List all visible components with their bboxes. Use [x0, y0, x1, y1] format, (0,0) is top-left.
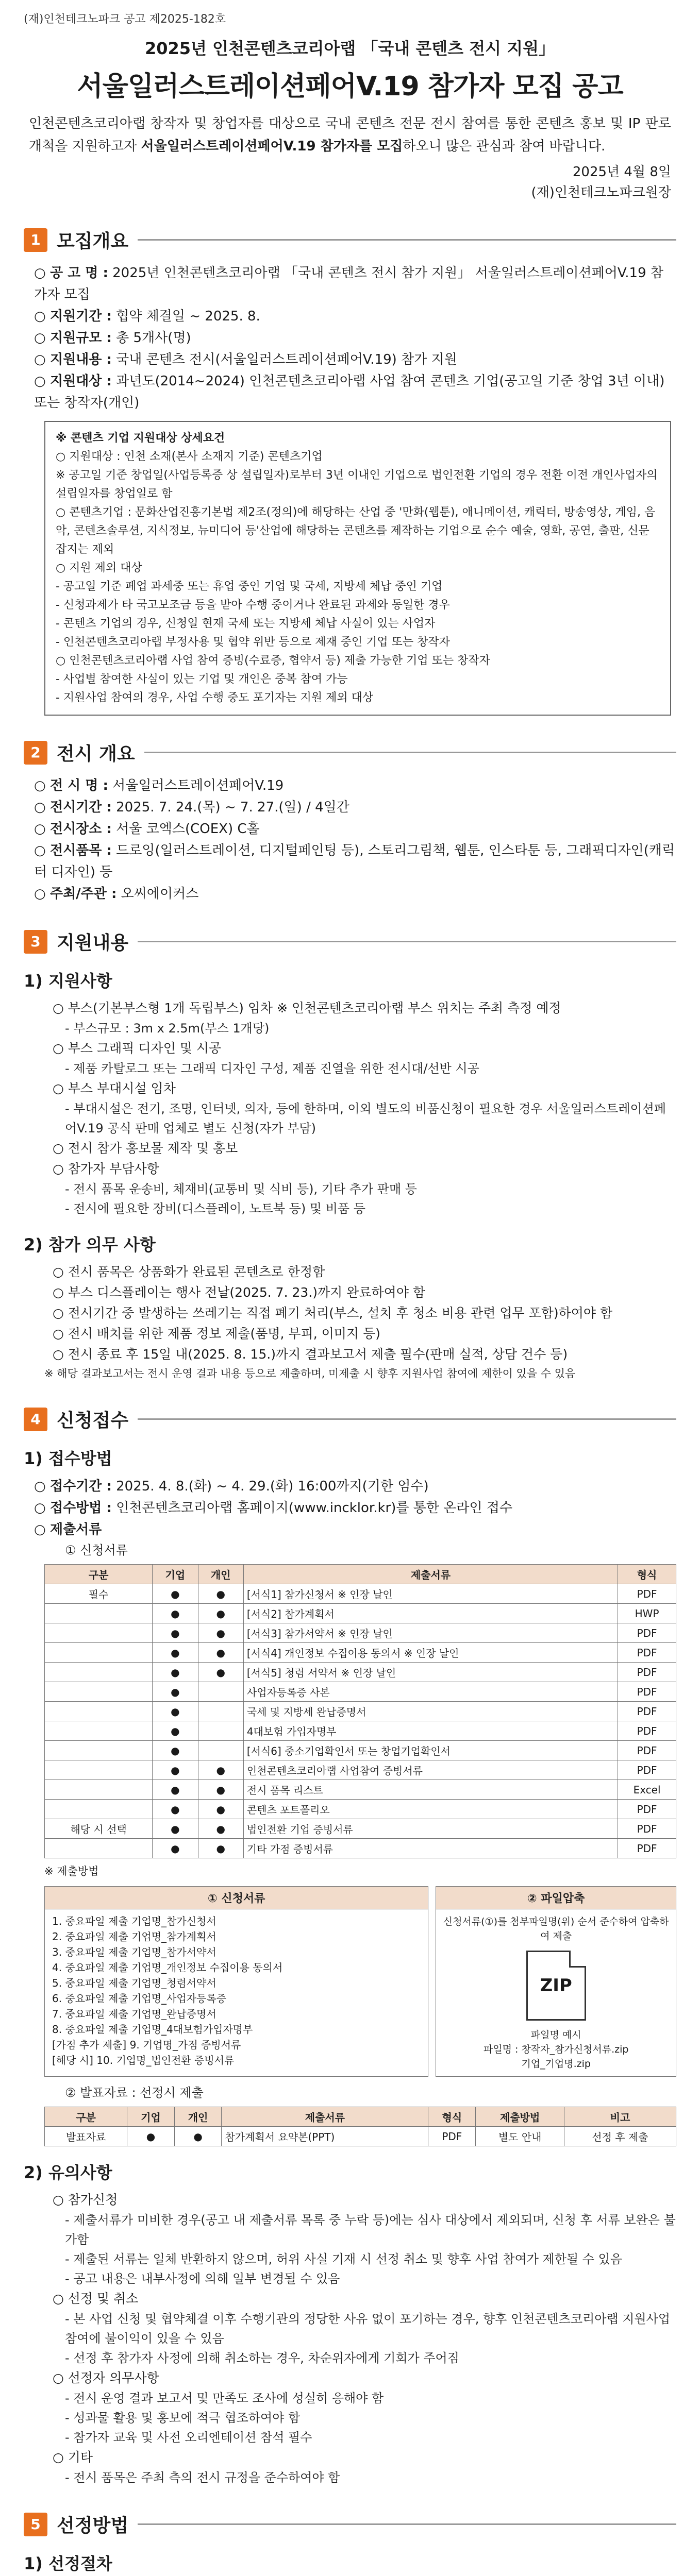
list-line: - 전시 운영 결과 보고서 및 만족도 조사에 성실히 응해야 함: [65, 2391, 384, 2405]
table-row: [45, 1721, 676, 1741]
table-cell: ●: [153, 1584, 198, 1604]
sample-file-list: [44, 1886, 428, 2077]
sample-right-head: ② 파일압축: [436, 1887, 676, 1909]
row-label: 제출서류: [49, 1522, 102, 1537]
row-label: 주최/주관 :: [49, 886, 117, 902]
table-row: [45, 1780, 676, 1800]
table-cell: PDF: [618, 1760, 676, 1780]
sample-line: 3. 중요파일 제출 기업명_참가서약서: [52, 1946, 216, 1958]
info-row: ○ 지원기간 : 협약 체결일 ~ 2025. 8.: [34, 309, 260, 324]
table-cell: ●: [127, 2127, 175, 2146]
box-line: ○ 지원 제외 대상: [56, 562, 142, 574]
list-line: - 제품 카탈로그 또는 그래픽 디자인 구성, 제품 진열을 위한 전시대/선반 시공: [65, 1061, 479, 1076]
table-header-cell: 구분: [45, 2107, 127, 2127]
table-cell: 사업자등록증 사본: [243, 1682, 618, 1702]
row-label: 지원기간 :: [49, 309, 112, 324]
subsection-title: 2) 유의사항: [24, 2163, 112, 2182]
list-line: ○ 참가자 부담사항: [53, 1161, 159, 1176]
sample-left-body: [45, 1909, 428, 2072]
table-cell: [198, 1702, 243, 1721]
sample-line: 4. 중요파일 제출 기업명_개인정보 수집이용 동의서: [52, 1961, 283, 1974]
list-line: ○ 전시 참가 홍보물 제작 및 홍보: [53, 1141, 238, 1156]
table-cell: [198, 1741, 243, 1760]
table-row: [45, 1741, 676, 1760]
info-row: ○ 제출서류: [34, 1522, 102, 1537]
table-cell: ●: [198, 1604, 243, 1623]
section-number: 4: [24, 1408, 47, 1431]
table-cell: [45, 1741, 153, 1760]
submission-note: ※ 제출방법: [44, 1865, 99, 1877]
list-line: - 공고 내용은 내부사정에 의해 일부 변경될 수 있음: [65, 2272, 340, 2286]
table-header-cell: 개인: [198, 1565, 243, 1584]
organization: (재)인천테크노파크원장: [531, 185, 671, 200]
info-row: ○ 지원대상 : 과년도(2014~2024) 인천콘텐츠코리아랩 사업 참여 콘텐츠 기업(공고일 기준 창업 3년 이내) 또는 창작자(개인): [34, 374, 665, 411]
table-cell: PDF: [618, 1623, 676, 1643]
list-line: - 제출서류가 미비한 경우(공고 내 제출서류 목록 중 누락 등)에는 심사 대상에서 제외되며, 신청 후 서류 보완은 불가함: [65, 2213, 676, 2247]
table-cell: Excel: [618, 1780, 676, 1800]
intro-text-1: 인천콘텐츠코리아랩 창작자 및 창업자를 대상으로 국내 콘텐츠 전문 전시 참여를 통한 콘텐츠 홍보 및 IP 판로 개척을 지원하고자: [29, 116, 671, 154]
row-label: 전시기간 :: [49, 800, 112, 815]
sample-line: 2. 중요파일 제출 기업명_참가계획서: [52, 1930, 216, 1943]
zip-label: ZIP: [540, 1975, 572, 1996]
row-value: 서울일러스트레이션페어V.19: [112, 778, 284, 793]
row-value: 2025. 7. 24.(목) ~ 7. 27.(일) / 4일간: [116, 800, 349, 815]
eligibility-box: [44, 421, 671, 716]
row-value: 국내 콘텐츠 전시(서울일러스트레이션페어V.19) 참가 지원: [116, 352, 457, 367]
table-cell: PDF: [618, 1800, 676, 1819]
table-cell: [45, 1623, 153, 1643]
subsection-title: 1) 접수방법: [24, 1449, 112, 1468]
intro-paragraph: [24, 112, 676, 158]
row-label: 접수방법 :: [49, 1500, 112, 1516]
table-cell: ●: [198, 1819, 243, 1839]
table-cell: [45, 1780, 153, 1800]
table-row: [45, 1839, 676, 1858]
title-block: [24, 36, 676, 103]
list-line: ○ 선정 및 취소: [53, 2291, 139, 2306]
row-value: 인천콘텐츠코리아랩 홈페이지(www.incklor.kr)를 통한 온라인 접수: [116, 1500, 513, 1516]
presentation-caption: ② 발표자료 : 선정시 제출: [65, 2086, 204, 2100]
table-row: [45, 2127, 676, 2146]
section-title: 선정방법: [57, 2515, 129, 2536]
table-cell: ●: [153, 1623, 198, 1643]
table-row: [45, 1800, 676, 1819]
sample-line: 7. 중요파일 제출 기업명_완납증명서: [52, 2008, 216, 2020]
row-label: 전시장소 :: [49, 821, 112, 837]
list-line: - 전시에 필요한 장비(디스플레이, 노트북 등) 및 비품 등: [65, 1201, 365, 1216]
zip-area: [436, 1909, 676, 2076]
table-header-cell: 비고: [564, 2107, 676, 2127]
row-value: 과년도(2014~2024) 인천콘텐츠코리아랩 사업 참여 콘텐츠 기업(공고일 기준 창업 3년 이내) 또는 창작자(개인): [34, 374, 665, 411]
intro-text-2: 하오니 많은 관심과 참여 바랍니다.: [403, 139, 606, 154]
table-cell: 인천콘텐츠코리아랩 사업참여 증빙서류: [243, 1760, 618, 1780]
table-cell: [45, 1604, 153, 1623]
zip-filename-block: 파일명 예시 파일명 : 창작자_참가신청서류.zip 기업_기업명.zip: [483, 2029, 629, 2070]
info-row: ○ 지원규모 : 총 5개사(명): [34, 330, 191, 346]
sample-line: [해당 시] 10. 기업명_법인전환 증빙서류: [52, 2054, 235, 2066]
list-line: ○ 부스(기본부스형 1개 독립부스) 임차 ※ 인천콘텐츠코리아랩 부스 위치는 주최 측정 예정: [53, 1001, 561, 1015]
box-line: - 콘텐츠 기업의 경우, 신청일 현재 국세 또는 지방세 체납 사실이 있는 사업자: [56, 617, 436, 630]
table-cell: ●: [198, 1780, 243, 1800]
table-cell: [45, 1663, 153, 1682]
section-1-rows: [24, 262, 676, 414]
section-number: 2: [24, 741, 47, 765]
sample-line: [가점 추가 제출] 9. 기업명_가점 증빙서류: [52, 2039, 241, 2051]
table-row: [45, 1760, 676, 1780]
table-cell: 발표자료: [45, 2127, 127, 2146]
table-cell: [서식1] 참가신청서 ※ 인장 날인: [243, 1584, 618, 1604]
table-cell: PDF: [618, 1702, 676, 1721]
section-divider: [138, 1418, 676, 1420]
table-cell: PDF: [618, 1839, 676, 1858]
table-cell: [45, 1643, 153, 1663]
submission-sample: [44, 1886, 676, 2077]
list-line: ○ 부스 그래픽 디자인 및 시공: [53, 1041, 222, 1056]
zip-example: 기업_기업명.zip: [521, 2058, 591, 2070]
row-label: 전 시 명 :: [49, 778, 108, 793]
table-cell: [45, 1682, 153, 1702]
intro-bold: 서울일러스트레이션페어V.19 참가자를 모집: [141, 139, 403, 154]
section-number: 3: [24, 930, 47, 954]
table-row: [45, 1663, 676, 1682]
table-cell: ●: [153, 1741, 198, 1760]
table-cell: ●: [153, 1604, 198, 1623]
list-line: ○ 기타: [53, 2450, 93, 2465]
table-cell: [45, 1800, 153, 1819]
table-cell: ●: [153, 1702, 198, 1721]
sample-zip: [436, 1886, 676, 2077]
list-line: - 본 사업 신청 및 협약체결 이후 수행기관의 정당한 사유 없이 포기하는 경우, 향후 인천콘텐츠코리아랩 지원사업 참여에 불이익이 있을 수 있음: [65, 2312, 670, 2346]
box-line: - 신청과제가 타 국고보조금 등을 받아 수행 중이거나 완료된 과제와 동일한 경우: [56, 599, 450, 612]
row-value: 서울 코엑스(COEX) C홀: [116, 821, 260, 837]
section-2-rows: [24, 775, 676, 905]
table-cell: [서식6] 중소기업확인서 또는 창업기업확인서: [243, 1741, 618, 1760]
box-line: - 공고일 기준 폐업 과세중 또는 휴업 중인 기업 및 국세, 지방세 체납 중인 기업: [56, 580, 443, 593]
list-line: ○ 참가신청: [53, 2192, 118, 2207]
table-row: [45, 1604, 676, 1623]
table-header-cell: 기업: [127, 2107, 175, 2127]
application-rows: [24, 1476, 676, 1540]
documents-table: [44, 1564, 676, 1858]
info-row: ○ 전시품목 : 드로잉(일러스트레이션, 디지털페인팅 등), 스토리그림책, 웹툰, 인스타툰 등, 그래픽디자인(캐릭터 디자인) 등: [34, 843, 675, 880]
table-cell: ●: [198, 1760, 243, 1780]
sample-line: 6. 중요파일 제출 기업명_사업자등록증: [52, 1992, 226, 2005]
table-header-cell: 형식: [618, 1565, 676, 1584]
table-cell: ●: [153, 1643, 198, 1663]
list-line: - 참가자 교육 및 사전 오리엔테이션 참석 필수: [65, 2430, 312, 2445]
table-cell: ●: [198, 1623, 243, 1643]
date-block: [24, 162, 676, 203]
section-2-header: [24, 739, 676, 766]
info-row: ○ 접수방법 : 인천콘텐츠코리아랩 홈페이지(www.incklor.kr)를 통한 온라인 접수: [34, 1500, 513, 1516]
zip-file-label: 파일명: [483, 2044, 512, 2055]
table-row: [45, 1682, 676, 1702]
box-line: - 지원사업 참여의 경우, 사업 수행 중도 포기자는 지원 제외 대상: [56, 691, 374, 704]
section-title: 지원내용: [57, 933, 129, 954]
list-line: - 성과물 활용 및 홍보에 적극 협조하여야 함: [65, 2411, 301, 2425]
table-header-cell: 제출서류: [243, 1565, 618, 1584]
list-line: ○ 선정자 의무사항: [53, 2370, 159, 2385]
table-header-cell: 개인: [174, 2107, 222, 2127]
table-cell: ●: [153, 1663, 198, 1682]
table-header-cell: 기업: [153, 1565, 198, 1584]
list-line: ○ 전시 배치를 위한 제품 정보 제출(품명, 부피, 이미지 등): [53, 1326, 380, 1341]
list-line: - 제출된 서류는 일체 반환하지 않으며, 허위 사실 기재 시 선정 취소 및 향후 사업 참여가 제한될 수 있음: [65, 2252, 622, 2266]
box-line: ○ 지원대상 : 인천 소재(본사 소재지 기준) 콘텐츠기업: [56, 450, 323, 463]
table-cell: ●: [153, 1839, 198, 1858]
box-line: ※ 공고일 기준 창업일(사업등록증 상 설립일자)로부터 3년 이내인 기업으로 법인전환 기업의 경우 전환 이전 개인사업자의 설립일자를 창업일로 함: [56, 469, 658, 500]
table-cell: [서식4] 개인정보 수집이용 동의서 ※ 인장 날인: [243, 1643, 618, 1663]
section-3-header: [24, 928, 676, 955]
info-row: ○ 접수기간 : 2025. 4. 8.(화) ~ 4. 29.(화) 16:00까지(기한 엄수): [34, 1479, 429, 1494]
sub-title: 2025년 인천콘텐츠코리아랩 「국내 콘텐츠 전시 지원」: [144, 39, 556, 58]
row-value: 오씨에이커스: [121, 886, 199, 902]
table-cell: ●: [153, 1780, 198, 1800]
list-line: - 부대시설은 전기, 조명, 인터넷, 의자, 등에 한하며, 이외 별도의 비품신청이 필요한 경우 서울일러스트레이션페어V.19 공식 판매 업체로 별도 신청(자가 부담): [65, 1101, 666, 1136]
row-label: 지원대상 :: [49, 374, 112, 389]
table-cell: [198, 1682, 243, 1702]
list-line: ○ 전시 품목은 상품화가 완료된 콘텐츠로 한정함: [53, 1264, 325, 1279]
table-cell: [45, 1760, 153, 1780]
table-cell: ●: [174, 2127, 222, 2146]
table-cell: [서식2] 참가계획서: [243, 1604, 618, 1623]
table-row: [45, 1643, 676, 1663]
table-caption: ① 신청서류: [65, 1543, 128, 1557]
sample-line: 8. 중요파일 제출 기업명_4대보험가입자명부: [52, 2023, 253, 2036]
table-cell: 4대보험 가입자명부: [243, 1721, 618, 1741]
box-line: ○ 인천콘텐츠코리아랩 사업 참여 증빙(수료증, 협약서 등) 제출 가능한 기업 또는 창작자: [56, 654, 490, 667]
sample-line: 1. 중요파일 제출 기업명_참가신청서: [52, 1915, 216, 1927]
sample-line: 5. 중요파일 제출 기업명_청렴서약서: [52, 1977, 216, 1989]
box-line: ※ 콘텐츠 기업 지원대상 상세요건: [56, 432, 225, 445]
table-cell: [서식5] 청렴 서약서 ※ 인장 날인: [243, 1663, 618, 1682]
section-divider: [138, 239, 676, 241]
table-cell: ●: [198, 1643, 243, 1663]
table-cell: PDF: [618, 1819, 676, 1839]
table-cell: ●: [198, 1839, 243, 1858]
list-line: - 전시 품목은 주최 측의 전시 규정을 준수하여야 함: [65, 2470, 340, 2485]
table-header-cell: 제출서류: [222, 2107, 428, 2127]
table-cell: 법인전환 기업 증빙서류: [243, 1819, 618, 1839]
table-cell: PDF: [618, 1643, 676, 1663]
table-cell: [45, 1702, 153, 1721]
table-cell: 필수: [45, 1584, 153, 1604]
table-cell: [서식3] 참가서약서 ※ 인장 날인: [243, 1623, 618, 1643]
row-value: 협약 체결일 ~ 2025. 8.: [116, 309, 260, 324]
table-cell: 선정 후 제출: [564, 2127, 676, 2146]
table-row: [45, 1702, 676, 1721]
list-line: ○ 전시기간 중 발생하는 쓰레기는 직접 폐기 처리(부스, 설치 후 청소 비용 관련 업무 포함)하여야 함: [53, 1306, 613, 1320]
info-row: ○ 주최/주관 : 오씨에이커스: [34, 886, 199, 902]
info-row: ○ 공 고 명 : 2025년 인천콘텐츠코리아랩 「국내 콘텐츠 전시 참가 지원」 서울일러스트레이션페어V.19 참가자 모집: [34, 265, 664, 302]
table-cell: ●: [153, 1721, 198, 1741]
section-4-header: [24, 1406, 676, 1432]
info-row: ○ 전시장소 : 서울 코엑스(COEX) C홀: [34, 821, 260, 837]
zip-description: 신청서류(①)를 첨부파일명(위) 순서 준수하여 압축하여 제출: [443, 1916, 669, 1942]
table-cell: [198, 1721, 243, 1741]
list-line: ○ 부스 디스플레이는 행사 전날(2025. 7. 23.)까지 완료하여야 함: [53, 1285, 426, 1300]
support-items: [24, 998, 676, 1218]
list-line: - 전시 품목 운송비, 체재비(교통비 및 식비 등), 기타 추가 판매 등: [65, 1182, 417, 1196]
table-cell: ●: [153, 1682, 198, 1702]
table-cell: 전시 품목 리스트: [243, 1780, 618, 1800]
table-row: [45, 1623, 676, 1643]
row-value: 2025년 인천콘텐츠코리아랩 「국내 콘텐츠 전시 참가 지원」 서울일러스트레이션페어V.19 참가자 모집: [34, 265, 664, 302]
row-value: 드로잉(일러스트레이션, 디지털페인팅 등), 스토리그림책, 웹툰, 인스타툰 등, 그래픽디자인(캐릭터 디자인) 등: [34, 843, 675, 880]
table-cell: 해당 시 선택: [45, 1819, 153, 1839]
table-header-cell: 구분: [45, 1565, 153, 1584]
list-line: ○ 부스 부대시설 임차: [53, 1081, 176, 1096]
section-number: 5: [24, 2513, 47, 2536]
zip-file-name: 창작자_참가신청서류.zip: [521, 2044, 629, 2055]
row-label: 공 고 명 :: [49, 265, 108, 281]
box-line: - 인천콘텐츠코리아랩 부정사용 및 협약 위반 등으로 제재 중인 기업 또는 창작자: [56, 636, 450, 649]
document-number: (재)인천테크노파크 공고 제2025-182호: [24, 13, 226, 26]
table-cell: 참가계획서 요약본(PPT): [222, 2127, 428, 2146]
caution-notes: [24, 2190, 676, 2487]
sample-left-head: ① 신청서류: [45, 1887, 428, 1909]
table-cell: ●: [198, 1800, 243, 1819]
table-header-cell: 형식: [428, 2107, 476, 2127]
table-cell: 기타 가점 증빙서류: [243, 1839, 618, 1858]
section-divider: [144, 752, 676, 753]
table-cell: ●: [153, 1819, 198, 1839]
table-cell: 국세 및 지방세 완납증명서: [243, 1702, 618, 1721]
section-title: 전시 개요: [57, 743, 135, 765]
section-number: 1: [24, 228, 47, 252]
obligation-note: ※ 해당 결과보고서는 전시 운영 결과 내용 등으로 제출하며, 미제출 시 향후 지원사업 참여에 제한이 있을 수 있음: [44, 1367, 576, 1380]
table-cell: ●: [198, 1584, 243, 1604]
table-cell: PDF: [618, 1584, 676, 1604]
info-row: ○ 전 시 명 : 서울일러스트레이션페어V.19: [34, 778, 284, 793]
box-line: ○ 콘텐츠기업 : 문화산업진흥기본법 제2조(정의)에 해당하는 산업 중 '만화(웹툰), 애니메이션, 캐릭터, 방송영상, 게임, 음악, 콘텐츠솔루션, 지식정보, 뉴미디어 등'산업에 해당하는 콘텐츠를 제작하는 기업으로 순수 예술, 영화, 공연, 출판, 신문잡지는 제외: [56, 506, 656, 556]
row-label: 지원내용 :: [49, 352, 112, 367]
table-cell: ●: [153, 1800, 198, 1819]
table-header-cell: 제출방법: [476, 2107, 564, 2127]
table-cell: ●: [153, 1760, 198, 1780]
table-cell: [45, 1721, 153, 1741]
list-line: - 선정 후 참가자 사정에 의해 취소하는 경우, 차순위자에게 기회가 주어짐: [65, 2351, 459, 2365]
row-value: 총 5개사(명): [116, 330, 191, 346]
notice-date: 2025년 4월 8일: [572, 164, 671, 180]
zip-example-label: 파일명 예시: [530, 2029, 581, 2041]
table-cell: [45, 1839, 153, 1858]
obligation-items: [24, 1262, 676, 1365]
row-label: 전시품목 :: [49, 843, 112, 858]
subsection-title: 2) 참가 의무 사항: [24, 1235, 156, 1255]
list-line: ○ 전시 종료 후 15일 내(2025. 8. 15.)까지 결과보고서 제출 필수(판매 실적, 상담 건수 등): [53, 1347, 568, 1362]
table-row: [45, 1819, 676, 1839]
presentation-table: [44, 2107, 676, 2146]
table-cell: PDF: [618, 1682, 676, 1702]
row-value: 2025. 4. 8.(화) ~ 4. 29.(화) 16:00까지(기한 엄수): [116, 1479, 429, 1494]
table-cell: 별도 안내: [476, 2127, 564, 2146]
table-row: [45, 1584, 676, 1604]
table-cell: ●: [198, 1663, 243, 1682]
info-row: ○ 전시기간 : 2025. 7. 24.(목) ~ 7. 27.(일) / 4일간: [34, 800, 349, 815]
table-cell: PDF: [618, 1663, 676, 1682]
box-line: - 사업별 참여한 사실이 있는 기업 및 개인은 중복 참여 가능: [56, 673, 348, 686]
section-5-header: [24, 2511, 676, 2537]
row-label: 접수기간 :: [49, 1479, 112, 1494]
section-title: 신청접수: [57, 1410, 129, 1431]
table-cell: HWP: [618, 1604, 676, 1623]
section-divider: [138, 2523, 676, 2525]
presentation-table-wrap: [44, 2107, 676, 2146]
table-cell: PDF: [428, 2127, 476, 2146]
documents-table-wrap: [44, 1564, 676, 1858]
section-divider: [138, 941, 676, 942]
table-cell: 콘텐츠 포트폴리오: [243, 1800, 618, 1819]
row-label: 지원규모 :: [49, 330, 112, 346]
subsection-title: 1) 지원사항: [24, 971, 112, 991]
table-cell: PDF: [618, 1741, 676, 1760]
zip-file-icon: [526, 1951, 586, 2021]
subsection-title: 1) 선정절차: [24, 2554, 112, 2573]
info-row: ○ 지원내용 : 국내 콘텐츠 전시(서울일러스트레이션페어V.19) 참가 지원: [34, 352, 457, 367]
table-cell: PDF: [618, 1721, 676, 1741]
section-title: 모집개요: [57, 231, 129, 252]
section-1-header: [24, 227, 676, 253]
main-title: 서울일러스트레이션페어V.19 참가자 모집 공고: [77, 71, 623, 102]
list-line: - 부스규모 : 3m x 2.5m(부스 1개당): [65, 1021, 270, 1036]
